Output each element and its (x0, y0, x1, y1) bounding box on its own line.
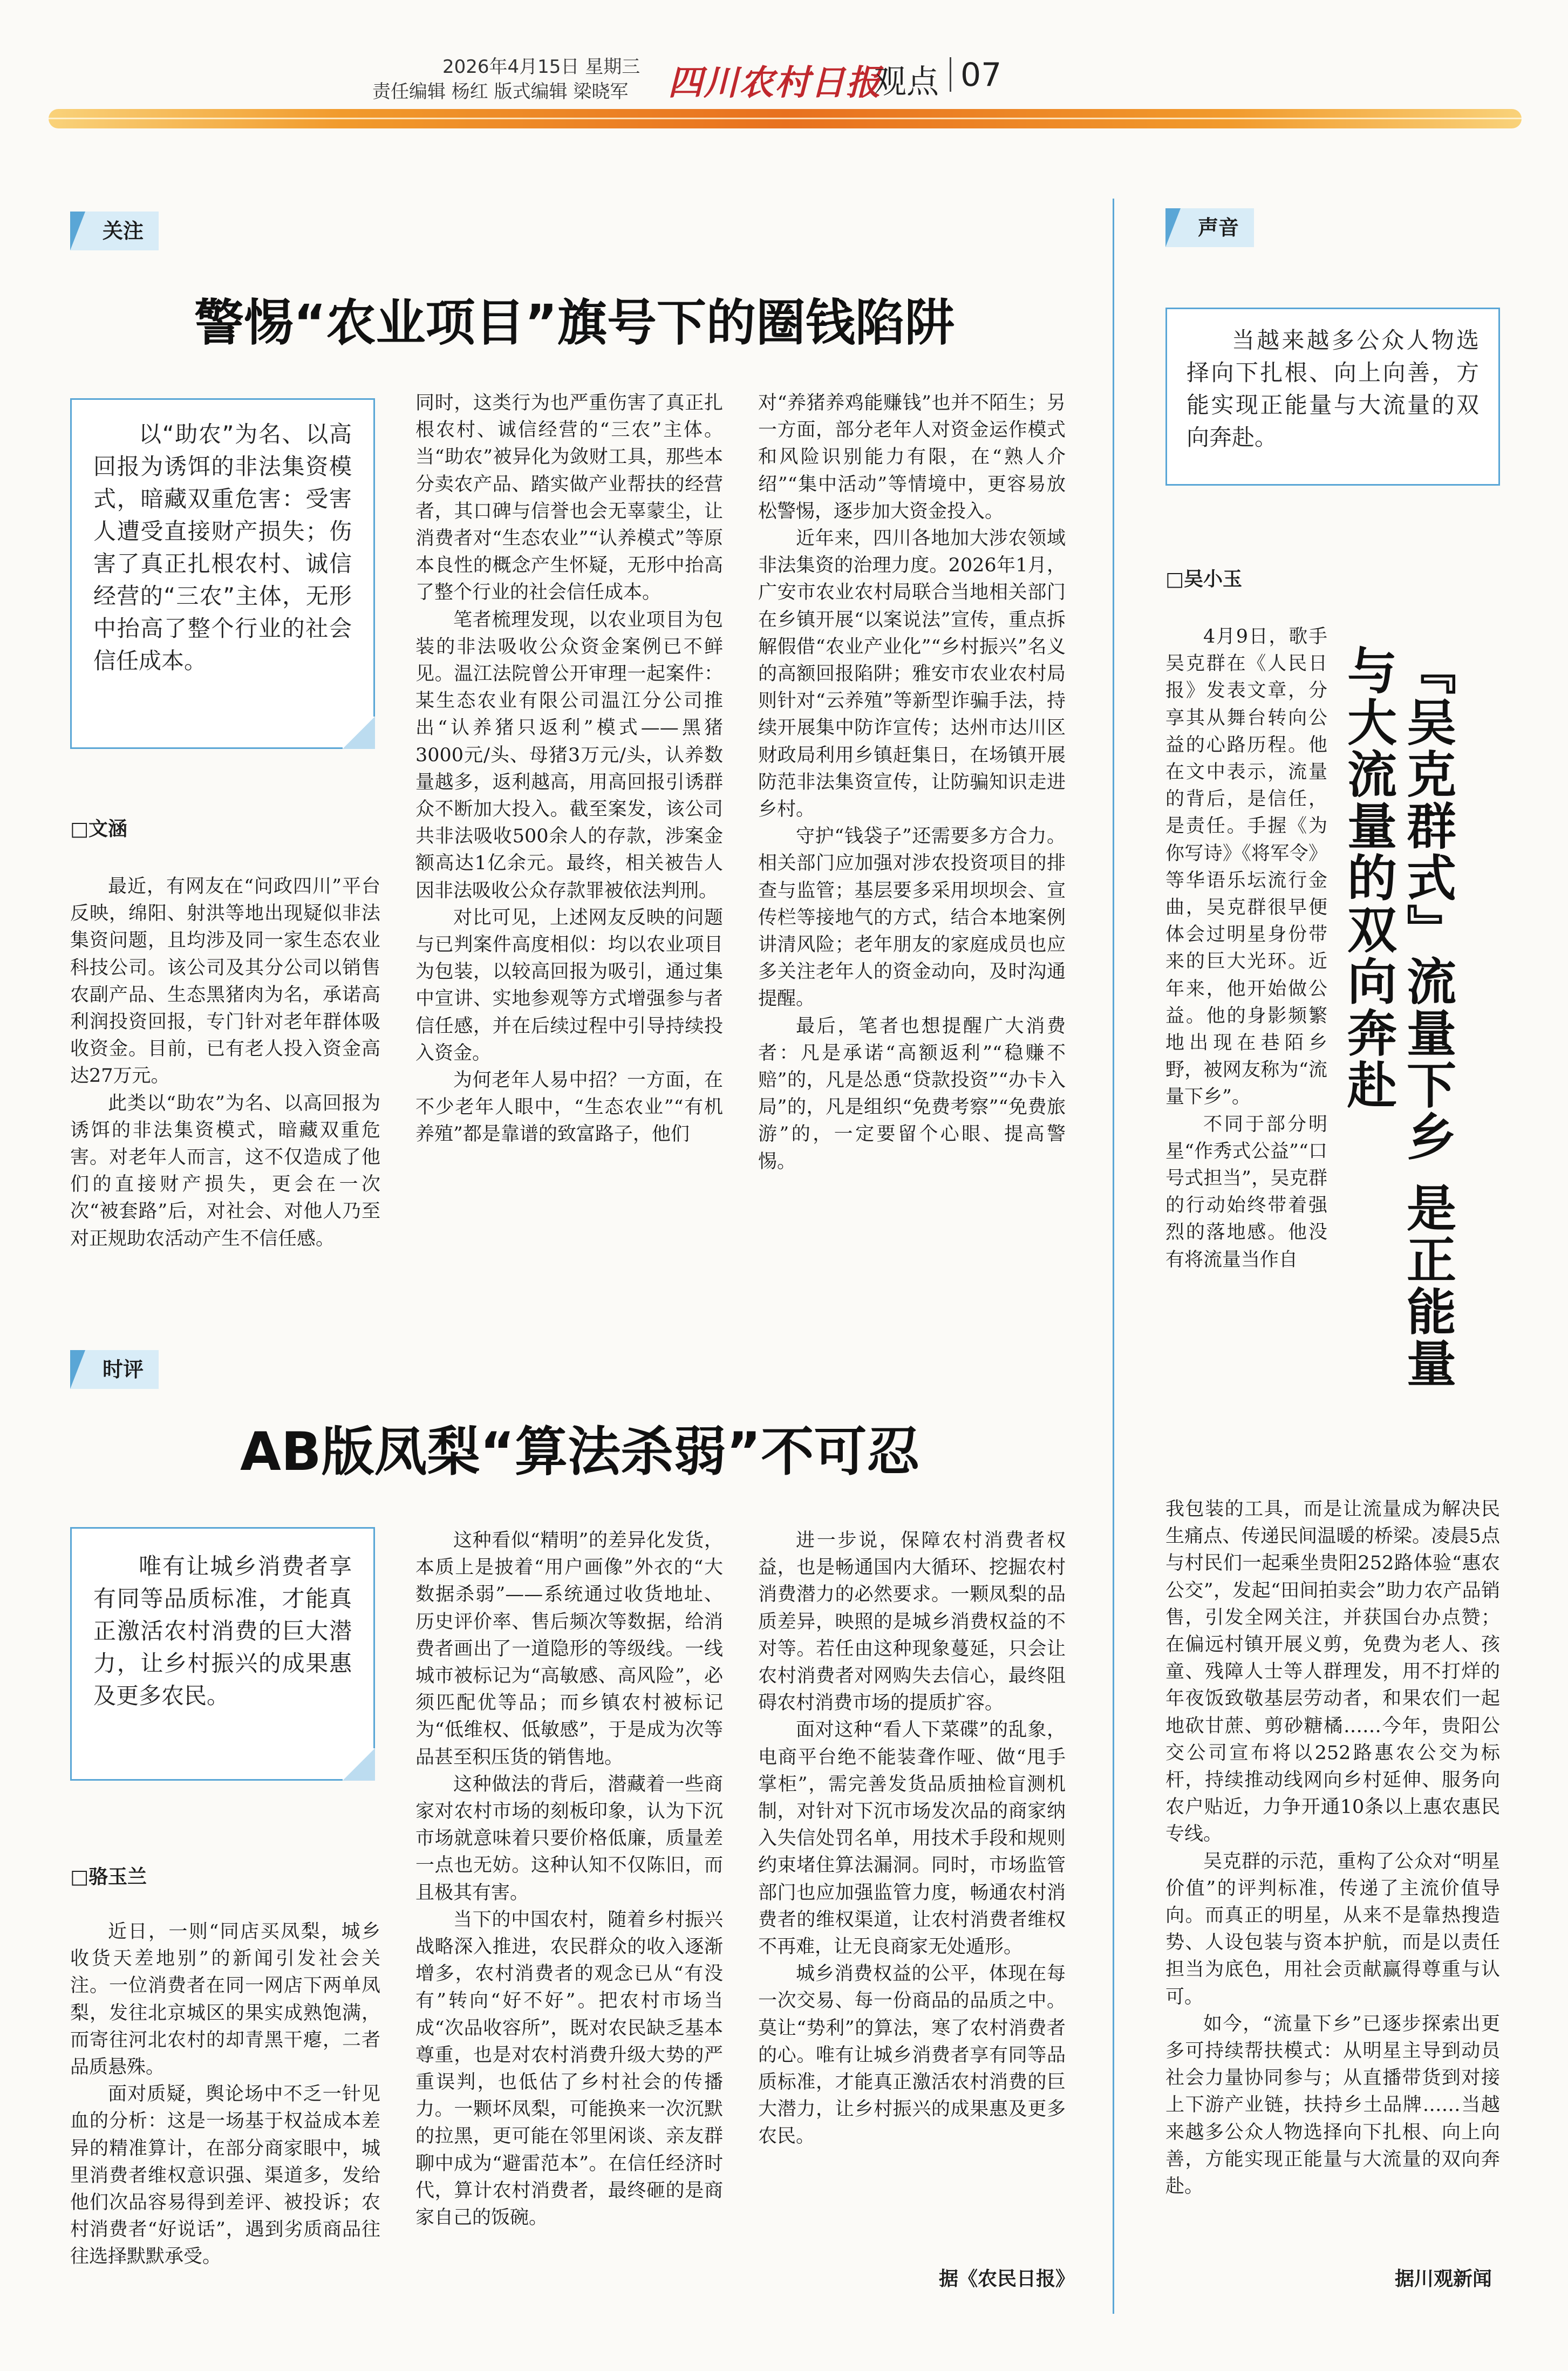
article2-source: 据《农民日报》 (939, 2268, 1075, 2290)
paragraph: 对比可见，上述网友反映的问题与已判案件高度相似：均以农业项目为包装，以较高回报为吸引，通过集中宣讲、实地参观等方式增强参与者信任感，并在后续过程中引导持续投入资金。 (415, 907, 723, 1064)
paragraph: 当下的中国农村，随着乡村振兴战略深入推进，农民群众的收入逐渐增多，农村消费者的观念已从“有没有”转向“好不好”。把农村市场当成“次品收容所”，既对农民缺乏基本尊重，也是对农村消费升级大势的严重误判，也低估了乡村社会的传播力。一颗坏凤梨，可能换来一次沉默的拉黑，更可能在邻里闲谈、亲友群聊中成为“避雷范本”。在信任经济时代，算计农村消费者，最终砸的是商家自己的饭碗。 (415, 1909, 723, 2229)
article2-col3 (758, 1527, 1066, 2150)
article2-col1 (70, 1918, 380, 2271)
tag-voice: 声音 (1165, 208, 1254, 247)
section-divider (1113, 199, 1114, 2314)
paragraph: 如今，“流量下乡”已逐步探索出更多可持续帮扶模式：从明星主导到动员社会力量协同参与；从直播带货到对接上下游产业链，扶持乡土品牌……当越来越多公众人物选择向下扎根、向上向善，方能实现正能量与大流量的双向奔赴。 (1165, 2013, 1500, 2198)
article3-source: 据川观新闻 (1395, 2268, 1492, 2290)
article3-pullquote-text: 当越来越多公众人物选择向下扎根、向上向善，方能实现正能量与大流量的双向奔赴。 (1187, 327, 1479, 451)
article1-col2 (415, 390, 723, 1148)
article2-title: AB版凤梨“算法杀弱”不可忍 (240, 1421, 920, 1483)
article1-pullquote (70, 398, 375, 749)
paragraph: 进一步说，保障农村消费者权益，也是畅通国内大循环、挖掘农村消费潜力的必然要求。一颗凤梨的品质差异，映照的是城乡消费权益的不对等。若任由这种现象蔓延，只会让农村消费者对网购失去信心，最终阻碍农村消费市场的提质扩容。 (758, 1530, 1066, 1714)
paragraph: 此类以“助农”为名、以高回报为诱饵的非法集资模式，暗藏双重危害。对老年人而言，这不仅造成了他们的直接财产损失，更会在一次次“被套路”后，对社会、对他人乃至对正规助农活动产生不信任感。 (70, 1092, 380, 1250)
article3-narrow-col (1165, 623, 1327, 1273)
paragraph: 4月9日，歌手吴克群在《人民日报》发表文章，分享其从舞台转向公益的心路历程。他在文中表示，流量的背后，是信任，是责任。手握《为你写诗》《将军令》等华语乐坛流行金曲，吴克群很早便体会过明星身份带来的巨大光环。近年来，他开始做公益。他的身影频繁地出现在巷陌乡野，被网友称为“流量下乡”。 (1165, 626, 1327, 1108)
date-line: 2026年4月15日 星期三 (442, 56, 640, 78)
paragraph: 吴克群的示范，重构了公众对“明星价值”的评判标准，传递了主流价值导向。而真正的明星，从来不是靠热搜造势、人设包装与资本护航，而是以责任担当为底色，用社会贡献赢得尊重与认可。 (1165, 1850, 1500, 2008)
tag-focus: 关注 (70, 212, 159, 250)
article2-author: □骆玉兰 (70, 1866, 147, 1888)
article3-pullquote (1165, 308, 1500, 486)
article1-author: □文涵 (70, 818, 128, 840)
section-name: 观点 (874, 63, 939, 101)
article3-title: 『吴克群式』流量下乡 是正能量与大流量的双向奔赴 (1339, 645, 1456, 1390)
tag-commentary: 时评 (70, 1350, 159, 1389)
article3-author: □吴小玉 (1165, 568, 1243, 590)
article2-pullquote-text: 唯有让城乡消费者享有同等品质标准，才能真正激活农村消费的巨大潜力，让乡村振兴的成果惠及更多农民。 (93, 1553, 352, 1709)
article1-col3 (758, 390, 1066, 1175)
editors-line: 责任编辑 杨红 版式编辑 梁晓军 (372, 81, 629, 103)
paragraph: 这种看似“精明”的差异化发货，本质上是披着“用户画像”外衣的“大数据杀弱”——系统通过收货地址、历史评价率、售后频次等数据，给消费者画出了一道隐形的等级线。一线城市被标记为“高敏感、高风险”，必须匹配优等品；而乡镇农村被标记为“低维权、低敏感”，于是成为次等品甚至积压货的销售地。 (415, 1530, 723, 1768)
paragraph: 面对这种“看人下菜碟”的乱象，电商平台绝不能装聋作哑、做“甩手掌柜”，需完善发货品质抽检盲测机制，对针对下沉市场发次品的商家纳入失信处罚名单，用技术手段和规则约束堵住算法漏洞。同时，市场监管部门也应加强监管力度，畅通农村消费者的维权渠道，让农村消费者维权不再难，让无良商家无处遁形。 (758, 1719, 1066, 1958)
paragraph: 守护“钱袋子”还需要多方合力。相关部门应加强对涉农投资项目的排查与监管；基层要多采用坝坝会、宣传栏等接地气的方式，结合本地案例讲清风险；老年朋友的家庭成员也应多关注老年人的资金动向，及时沟通提醒。 (758, 826, 1066, 1010)
paragraph: 近年来，四川各地加大涉农领域非法集资的治理力度。2026年1月，广安市农业农村局联合当地相关部门在乡镇开展“以案说法”宣传，重点拆解假借“农业产业化”“乡村振兴”名义的高额回报陷阱；雅安市农业农村局则针对“云养殖”等新型诈骗手法，持续开展集中防诈宣传；达州市达川区财政局利用乡镇赶集日，在场镇开展防范非法集资宣传，让防骗知识走进乡村。 (758, 528, 1066, 821)
page-fold-decoration (343, 717, 375, 749)
paragraph: 这种做法的背后，潜藏着一些商家对农村市场的刻板印象，认为下沉市场就意味着只要价格低廉，质量差一点也无妨。这种认知不仅陈旧，而且极其有害。 (415, 1773, 723, 1904)
paragraph: 面对质疑，舆论场中不乏一针见血的分析：这是一场基于权益成本差异的精准算计，在部分商家眼中，城里消费者维权意识强、渠道多，发给他们次品容易得到差评、被投诉；农村消费者“好说话”，遇到劣质商品往往选择默默承受。 (70, 2083, 380, 2268)
masthead-logo: 四川农村日报 (668, 63, 882, 103)
article2-col2 (415, 1527, 723, 2231)
paragraph: 城乡消费权益的公平，体现在每一次交易、每一份商品的品质之中。莫让“势利”的算法，寒了农村消费者的心。唯有让城乡消费者享有同等品质标准，才能真正激活农村消费的巨大潜力，让乡村振兴的成果惠及更多农民。 (758, 1963, 1066, 2148)
article1-title: 警惕“农业项目”旗号下的圈钱陷阱 (194, 294, 955, 352)
article1-pullquote-text: 以“助农”为名、以高回报为诱饵的非法集资模式，暗藏双重危害：受害人遭受直接财产损失；伤害了真正扎根农村、诚信经营的“三农”主体，无形中抬高了整个行业的社会信任成本。 (93, 421, 352, 674)
article1-col1 (70, 873, 380, 1252)
header-separator (950, 57, 951, 92)
paragraph: 近日，一则“同店买凤梨，城乡收货天差地别”的新闻引发社会关注。一位消费者在同一网店下两单凤梨，发往北京城区的果实成熟饱满，而寄往河北农村的却青黑干瘪，二者品质悬殊。 (70, 1921, 380, 2079)
article3-wide-col (1165, 1496, 1500, 2200)
paragraph: 为何老年人易中招？一方面，在不少老年人眼中，“生态农业”“有机养殖”都是靠谱的致富路子，他们 (415, 1069, 723, 1146)
paragraph: 最后，笔者也想提醒广大消费者：凡是承诺“高额返利”“稳赚不赔”的，凡是怂恿“贷款投资”“办卡入局”的，凡是组织“免费考察”“免费旅游”的，一定要留个心眼、提高警惕。 (758, 1015, 1066, 1173)
paragraph: 最近，有网友在“问政四川”平台反映，绵阳、射洪等地出现疑似非法集资问题，且均涉及同一家生态农业科技公司。该公司及其分公司以销售农副产品、生态黑猪肉为名，承诺高利润投资回报，专门针对老年群体吸收资金。目前，已有老人投入资金高达27万元。 (70, 876, 380, 1087)
paragraph: 我包装的工具，而是让流量成为解决民生痛点、传递民间温暖的桥梁。凌晨5点与村民们一起乘坐贵阳252路体验“惠农公交”，发起“田间拍卖会”助力农产品销售，引发全网关注，并获国台办点赞；在偏远村镇开展义剪，免费为老人、孩童、残障人士等人群理发，用不打烊的年夜饭致敬基层劳动者，和果农们一起地砍甘蔗、剪砂糖橘……今年，贵阳公交公司宣布将以252路惠农公交为标杆，持续推动线网向乡村延伸、服务向农户贴近，力争开通10条以上惠农惠民专线。 (1165, 1498, 1500, 1845)
paragraph: 不同于部分明星“作秀式公益”“口号式担当”，吴克群的行动始终带着强烈的落地感。他没有将流量当作自 (1165, 1113, 1327, 1271)
header-banner (49, 109, 1522, 128)
page-number: 07 (960, 56, 1002, 94)
article2-pullquote (70, 1527, 375, 1781)
paragraph: 同时，这类行为也严重伤害了真正扎根农村、诚信经营的“三农”主体。当“助农”被异化为敛财工具，那些本分卖农产品、踏实做产业帮扶的经营者，其口碑与信誉也会无辜蒙尘，让消费者对“生态农业”“认养模式”等原本良性的概念产生怀疑，无形中抬高了整个行业的社会信任成本。 (415, 392, 723, 604)
paragraph: 笔者梳理发现，以农业项目为包装的非法吸收公众资金案例已不鲜见。温江法院曾公开审理一起案件：某生态农业有限公司温江分公司推出“认养猪只返利”模式——黑猪3000元/头、母猪3万元/头，认养数量越多，返利越高，用高回报引诱群众不断加大投入。截至案发，该公司共非法吸收500余人的存款，涉案金额高达1亿余元。最终，相关被告人因非法吸收公众存款罪被依法判刑。 (415, 609, 723, 902)
page-fold-decoration (343, 1748, 375, 1781)
paragraph: 对“养猪养鸡能赚钱”也并不陌生；另一方面，部分老年人对资金运作模式和风险识别能力有限，在“熟人介绍”“集中活动”等情境中，更容易放松警惕，逐步加大资金投入。 (758, 392, 1066, 522)
